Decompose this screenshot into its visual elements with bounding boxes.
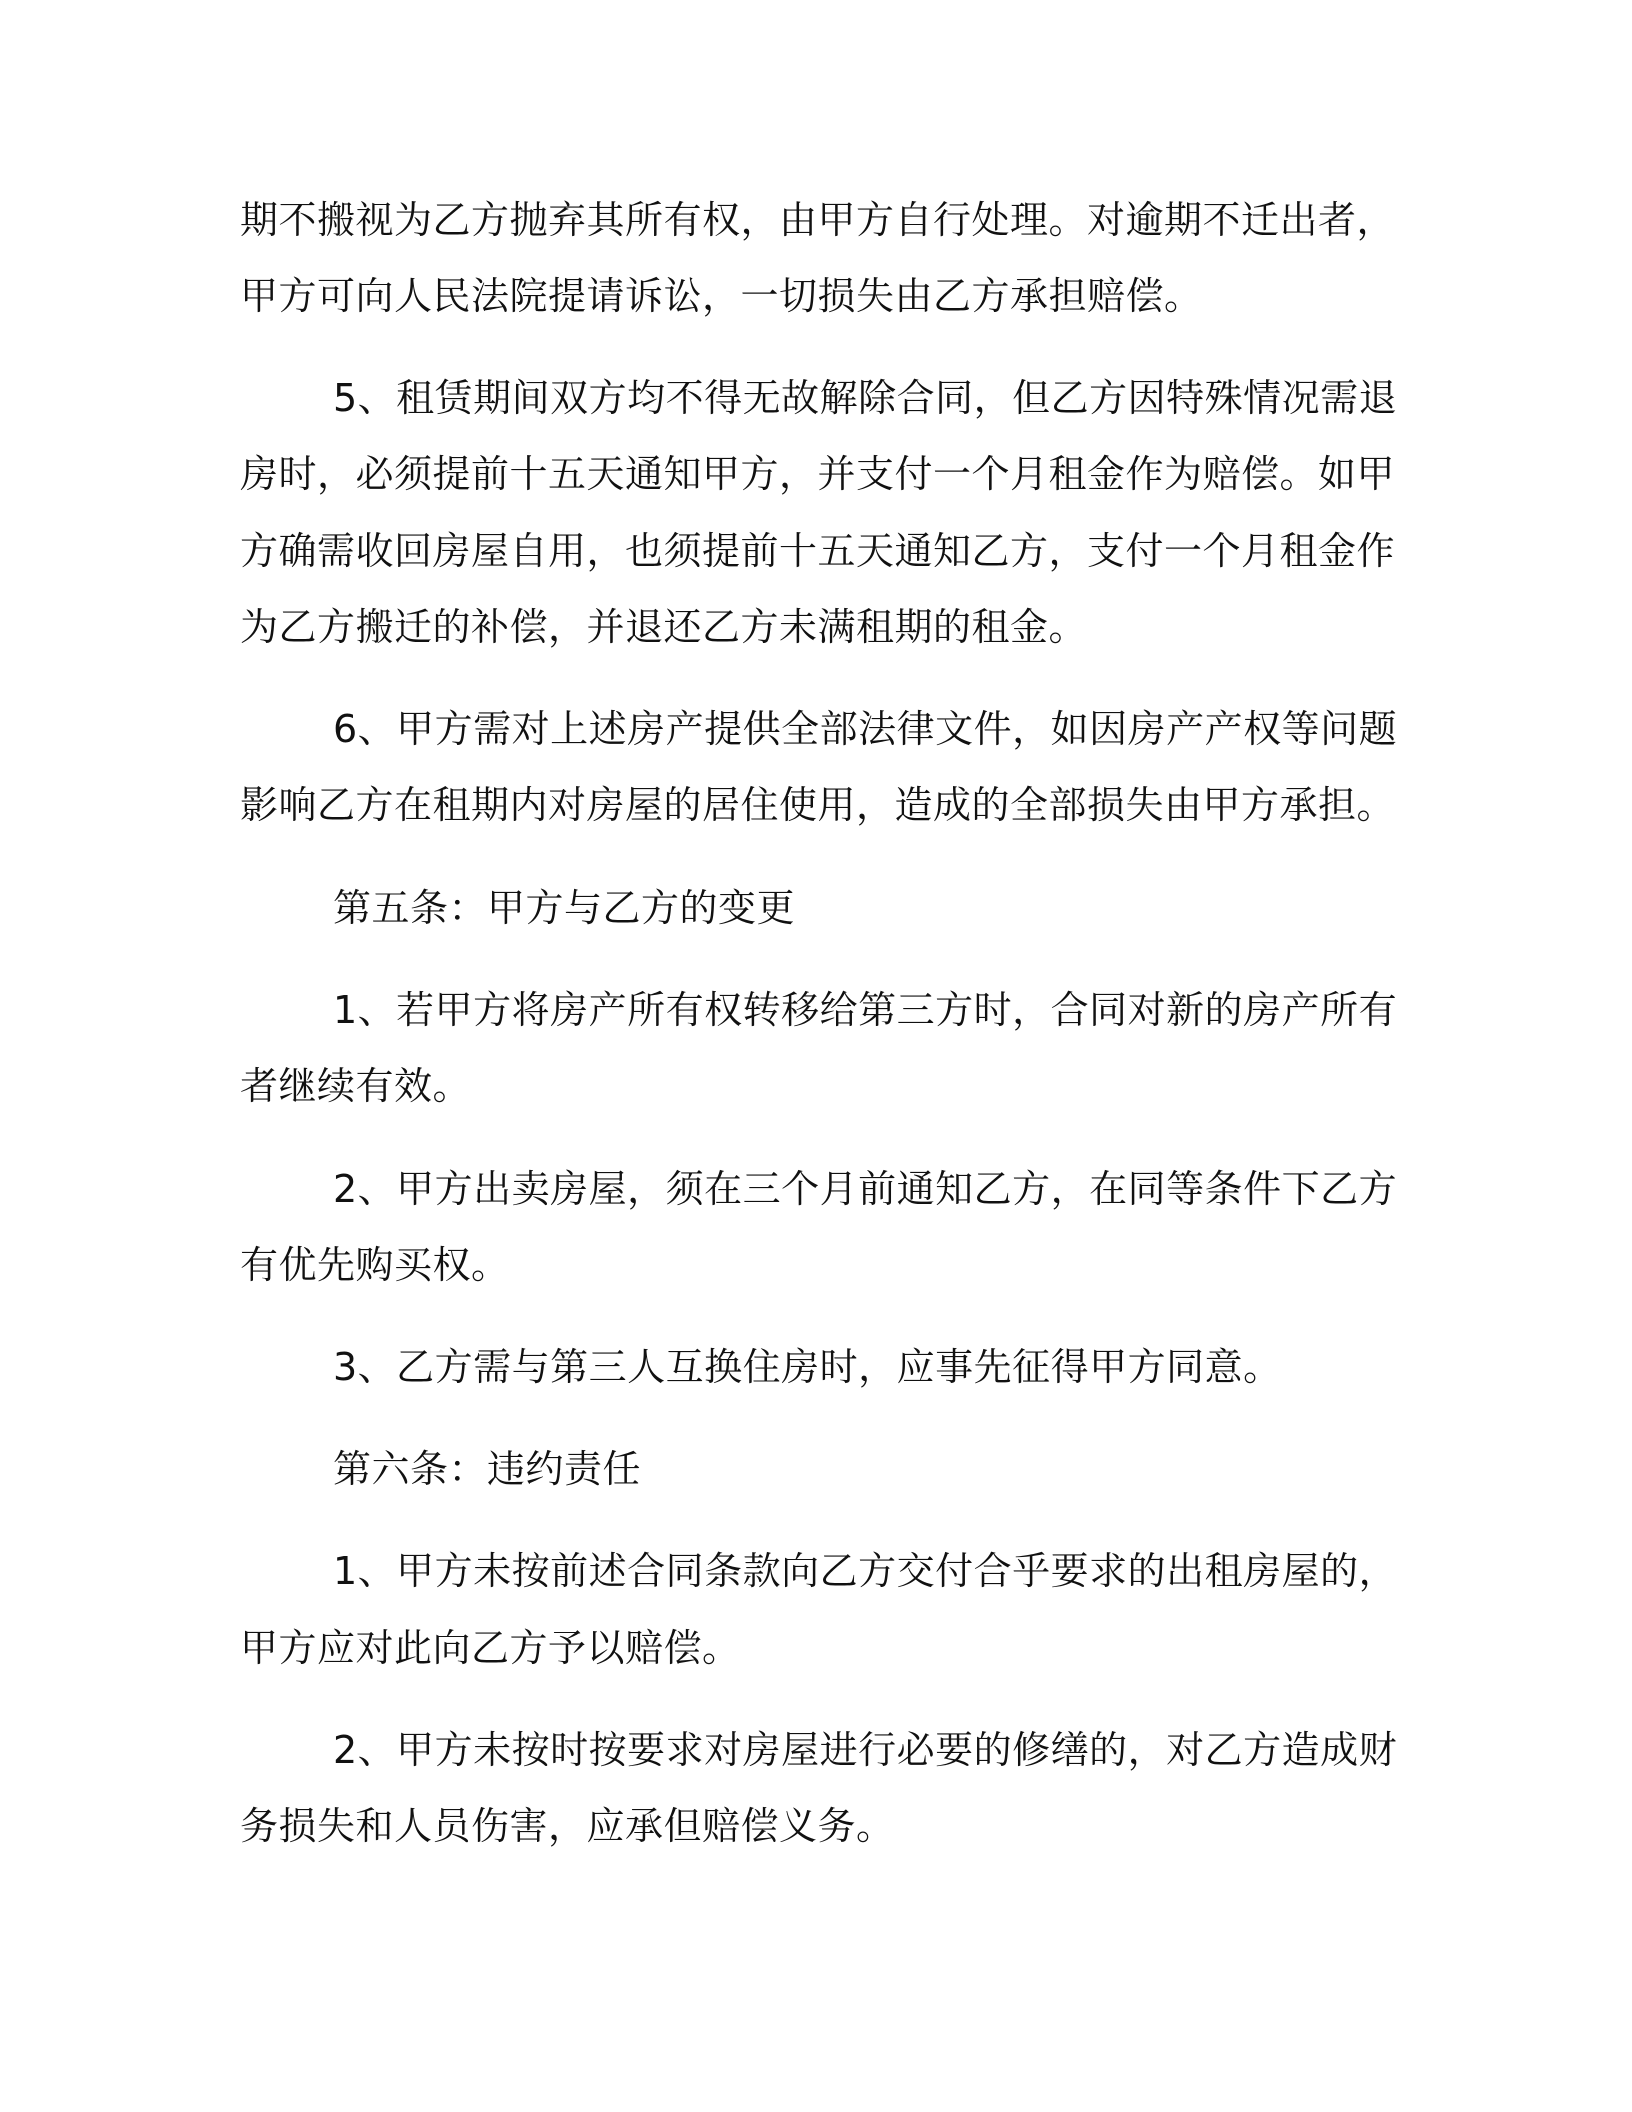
text-line: 影响乙方在租期内对房屋的居住使用，造成的全部损失由甲方承担。	[240, 783, 1396, 827]
article-5-item-2: 2、甲方出卖房屋，须在三个月前通知乙方，在同等条件下乙方	[333, 1167, 1398, 1211]
text-line: 期不搬视为乙方抛弃其所有权，由甲方自行处理。对逾期不迁出者，	[240, 198, 1396, 242]
text-line: 者继续有效。	[240, 1064, 472, 1108]
text-line: 务损失和人员伤害，应承但赔偿义务。	[240, 1804, 895, 1848]
article-5-item-3: 3、乙方需与第三人互换住房时，应事先征得甲方同意。	[333, 1345, 1282, 1389]
paragraph-5-line: 5、租赁期间双方均不得无故解除合同，但乙方因特殊情况需退	[333, 376, 1398, 420]
article-6-item-2: 2、甲方未按时按要求对房屋进行必要的修缮的，对乙方造成财	[333, 1728, 1398, 1772]
text-line: 甲方应对此向乙方予以赔偿。	[240, 1626, 741, 1670]
article-5-heading: 第五条：甲方与乙方的变更	[333, 886, 796, 930]
text-line: 甲方可向人民法院提请诉讼，一切损失由乙方承担赔偿。	[240, 274, 1203, 318]
article-5-item-1: 1、若甲方将房产所有权转移给第三方时，合同对新的房产所有	[333, 988, 1398, 1032]
text-line: 为乙方搬迁的补偿，并退还乙方未满租期的租金。	[240, 605, 1088, 649]
text-line: 方确需收回房屋自用，也须提前十五天通知乙方，支付一个月租金作	[240, 529, 1396, 573]
paragraph-6-line: 6、甲方需对上述房产提供全部法律文件，如因房产产权等问题	[333, 707, 1398, 751]
article-6-item-1: 1、甲方未按前述合同条款向乙方交付合乎要求的出租房屋的，	[333, 1549, 1398, 1593]
article-6-heading: 第六条：违约责任	[333, 1447, 642, 1491]
text-line: 有优先购买权。	[240, 1243, 510, 1287]
text-line: 房时，必须提前十五天通知甲方，并支付一个月租金作为赔偿。如甲	[240, 452, 1396, 496]
